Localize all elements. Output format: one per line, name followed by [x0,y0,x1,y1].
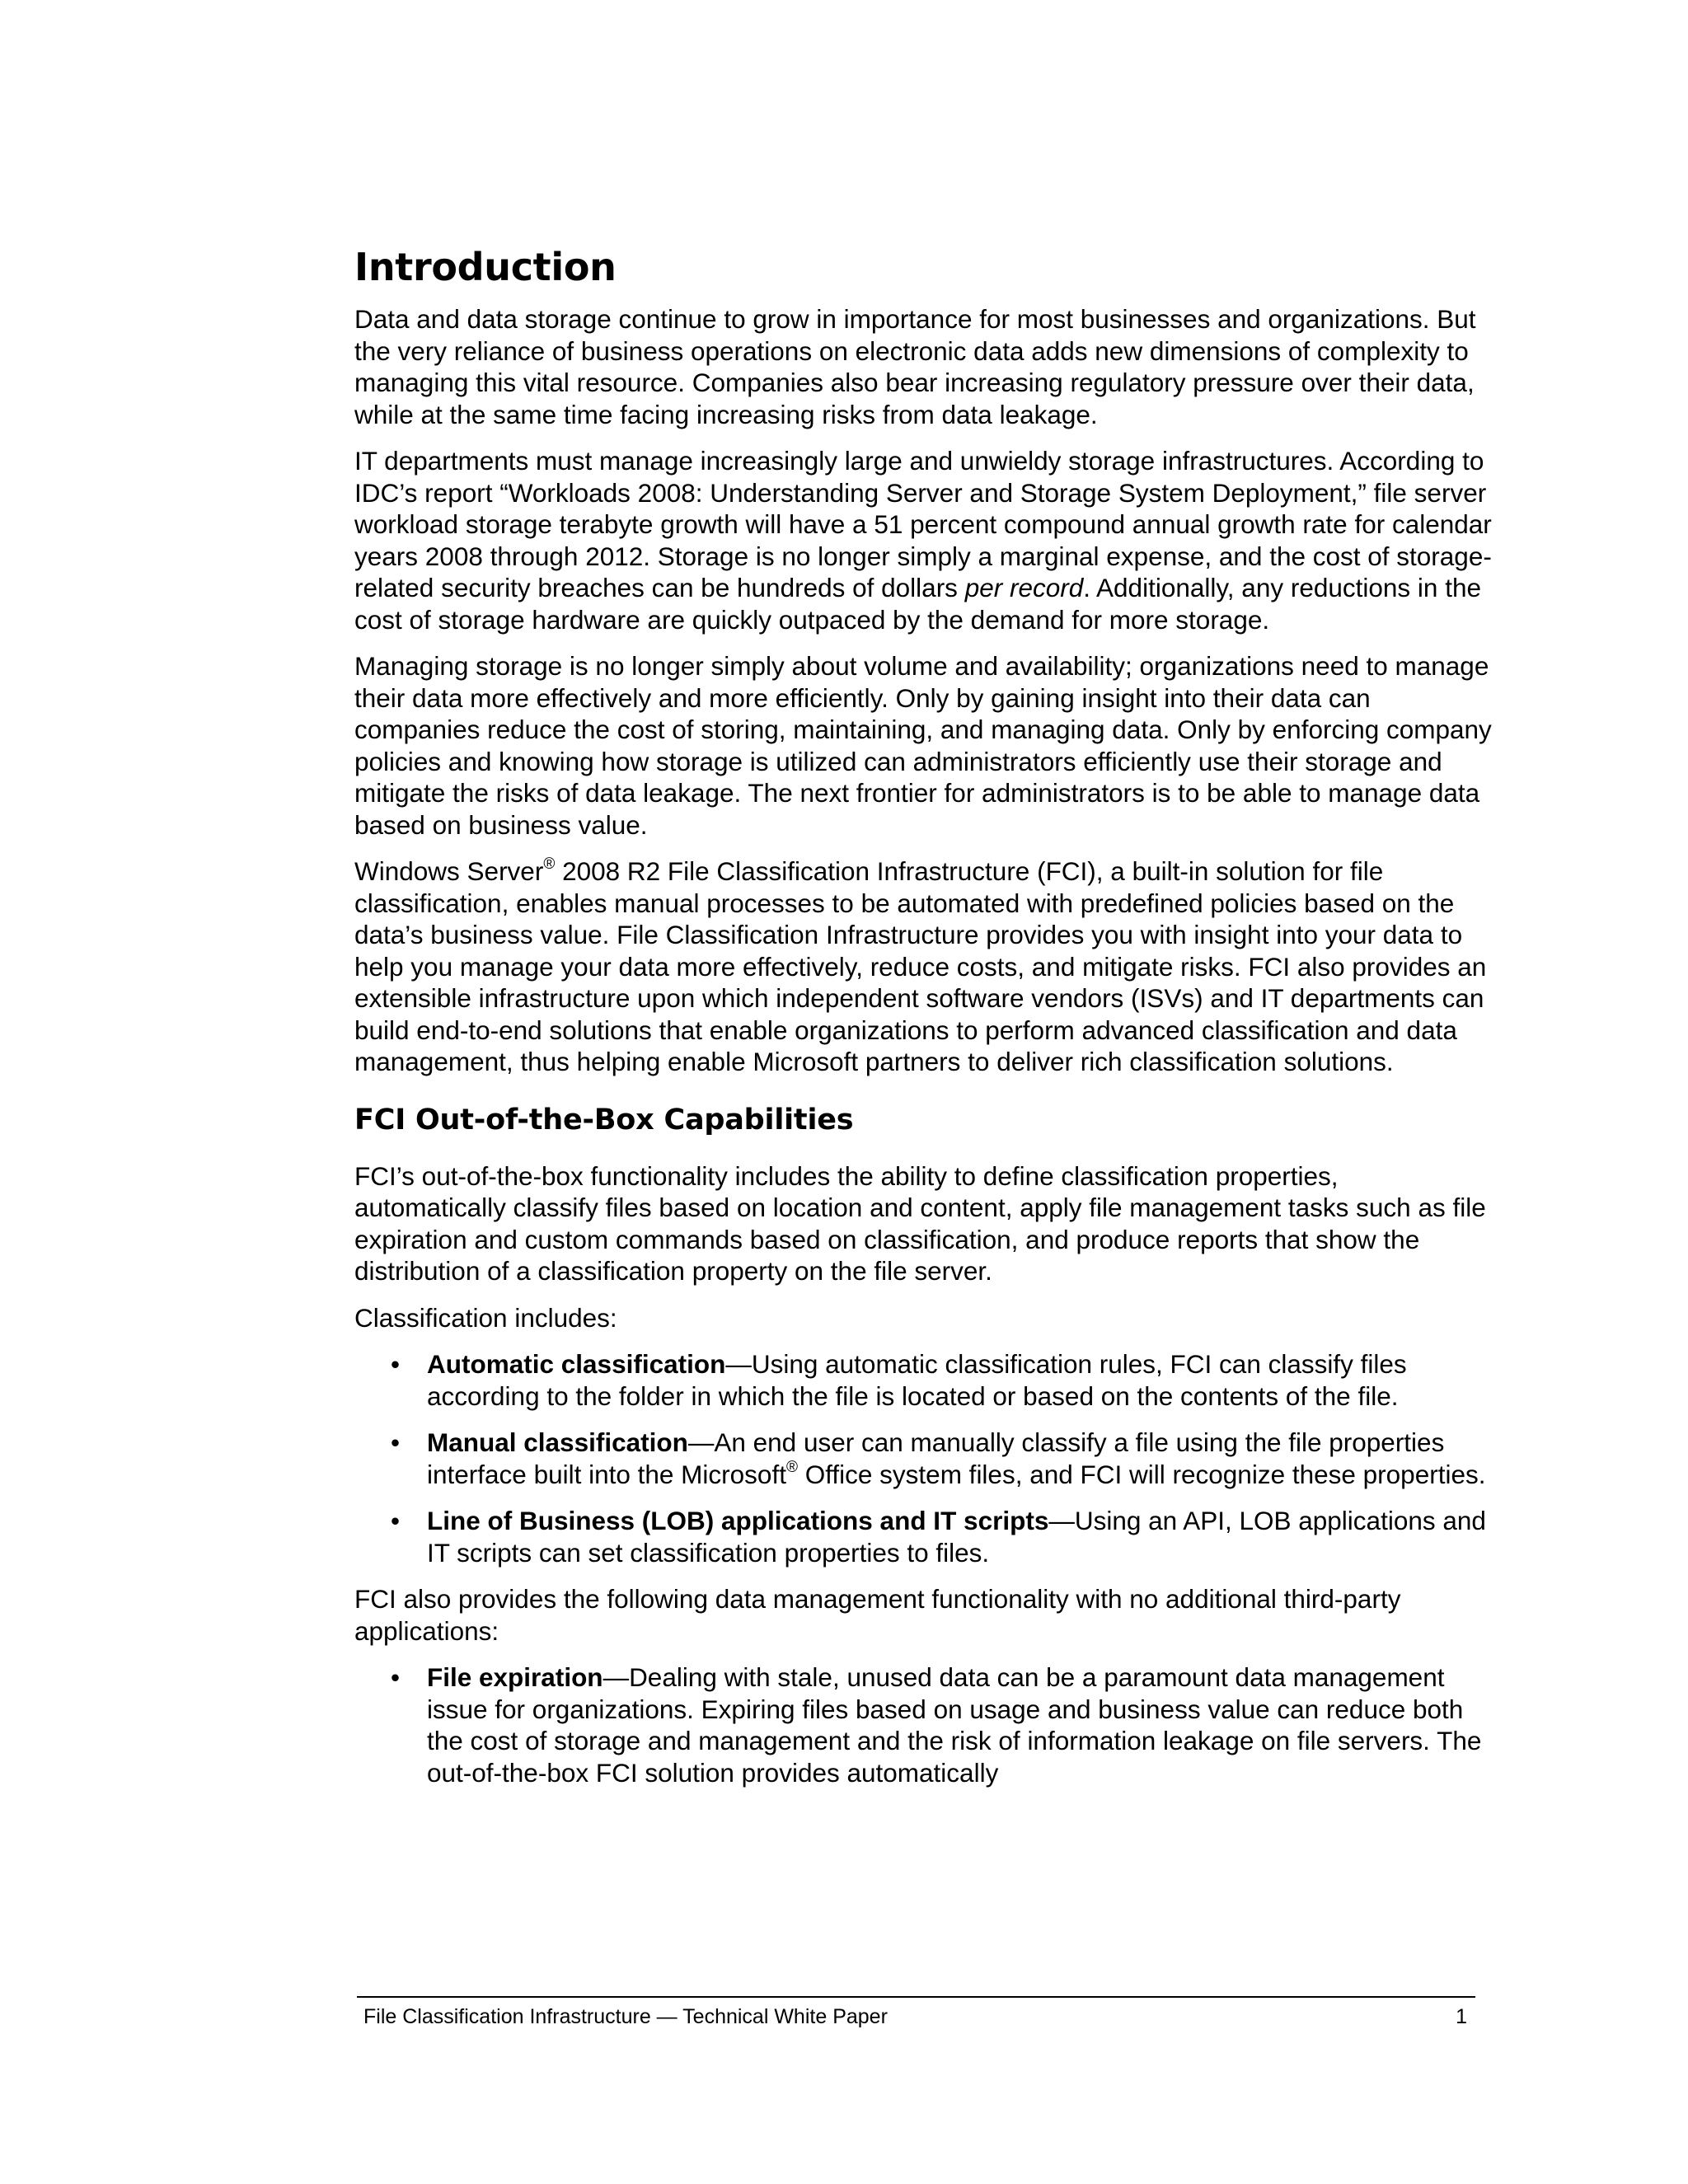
page-title: Introduction [354,245,617,289]
list-item-manual-classification [354,1427,1492,1490]
list-item-term: Automatic classification [427,1349,726,1379]
classification-list [354,1348,1492,1568]
registered-mark: ® [543,855,556,873]
bullet-icon: • [391,1349,401,1379]
intro-paragraph-2-emphasis: per record [964,573,1084,602]
capabilities-paragraph-2: Classification includes: [354,1302,617,1333]
intro-paragraph-3: Managing storage is no longer simply about volume and availability; organizations need to manage their data more effectively and more efficiently. Only by gaining insight into their data can companies reduce the cost of storing, maintaining, and managing data. Only by enforcing company policies and knowing how storage is utilized can administrators efficiently use their storage and mitigate the risks of data leakage. The next frontier for administrators is to be able to manage data based on business value. [354,651,1492,840]
list-item-term: Manual classification [427,1427,688,1457]
intro-paragraph-4-text-a: Windows Server [354,856,544,886]
intro-paragraph-2-text-a: IT departments must manage increasingly large and unwieldy storage infrastructures. According to IDC’s report “Workloads 2008: Understanding Server and Storage System Deployment,” file server workload storage terabyte growth will have a 51 percent compound annual growth rate for calendar years 2008 through 2012. Storage is no longer simply a marginal expense, and the cost of storage-related security breaches can be hundreds of dollars [354,446,1492,602]
management-list [354,1661,1492,1788]
intro-paragraph-2 [354,445,1492,635]
bullet-icon: • [391,1506,401,1535]
list-item-automatic-classification [354,1348,1492,1412]
registered-mark: ® [785,1458,798,1476]
list-item-text-continued: Office system files, and FCI will recognize these properties. [797,1459,1486,1489]
capabilities-paragraph-1: FCI’s out-of-the-box functionality includes the ability to define classification properties, automatically classify files based on location and content, apply file management tasks such as file expiration and custom commands based on classification, and produce reports that show the distribution of a classification property on the file server. [354,1160,1486,1286]
list-item-text: —Using an API, LOB applications and IT scripts can set classification properties to files. [427,1506,1486,1568]
intro-paragraph-4-text-b: 2008 R2 File Classification Infrastructure (FCI), a built-in solution for file classification, enables manual processes to be automated with predefined policies based on the data’s business value. File Classification Infrastructure provides you with insight into your data to help you manage your data more effectively, reduce costs, and mitigate risks. FCI also provides an extensible infrastructure upon which independent software vendors (ISVs) and IT departments can build end-to-end solutions that enable organizations to perform advanced classification and data management, thus helping enable Microsoft partners to deliver rich classification solutions. [354,856,1487,1076]
capabilities-paragraph-3: FCI also provides the following data management functionality with no additional third-party applications: [354,1584,1401,1646]
intro-paragraph-1: Data and data storage continue to grow in importance for most businesses and organizations. But the very reliance of business operations on electronic data adds new dimensions of complexity to managing this vital resource. Companies also bear increasing regulatory pressure over their data, while at the same time facing increasing risks from data leakage. [354,304,1476,429]
bullet-icon: • [391,1427,401,1457]
list-item-text: —An end user can manually classify a file using the file properties interface built into the Microsoft [427,1427,1445,1489]
footer-divider [357,1996,1475,1998]
bullet-icon: • [391,1662,401,1692]
list-item-term: File expiration [427,1662,603,1692]
list-item-text: —Using automatic classification rules, FCI can classify files according to the folder in which the file is located or based on the contents of the file. [427,1349,1407,1411]
list-item-text: —Dealing with stale, unused data can be a paramount data management issue for organizations. Expiring files based on usage and business value can reduce both the cost of storage and management and the risk of information leakage on file servers. The out-of-the-box FCI solution provides automatically [427,1662,1482,1788]
footer-title: File Classification Infrastructure — Technical White Paper [363,2005,888,2028]
intro-paragraph-2-text-b: . Additionally, any reductions in the cost of storage hardware are quickly outpaced by the demand for more storage. [354,573,1481,635]
list-item-file-expiration [354,1661,1492,1788]
section-heading: FCI Out-of-the-Box Capabilities [354,1103,854,1137]
document-body [354,244,1492,1803]
intro-paragraph-4 [354,855,1492,1078]
list-item-lob-applications [354,1505,1492,1568]
page-number: 1 [1456,2005,1467,2028]
list-item-term: Line of Business (LOB) applications and IT scripts [427,1506,1049,1535]
